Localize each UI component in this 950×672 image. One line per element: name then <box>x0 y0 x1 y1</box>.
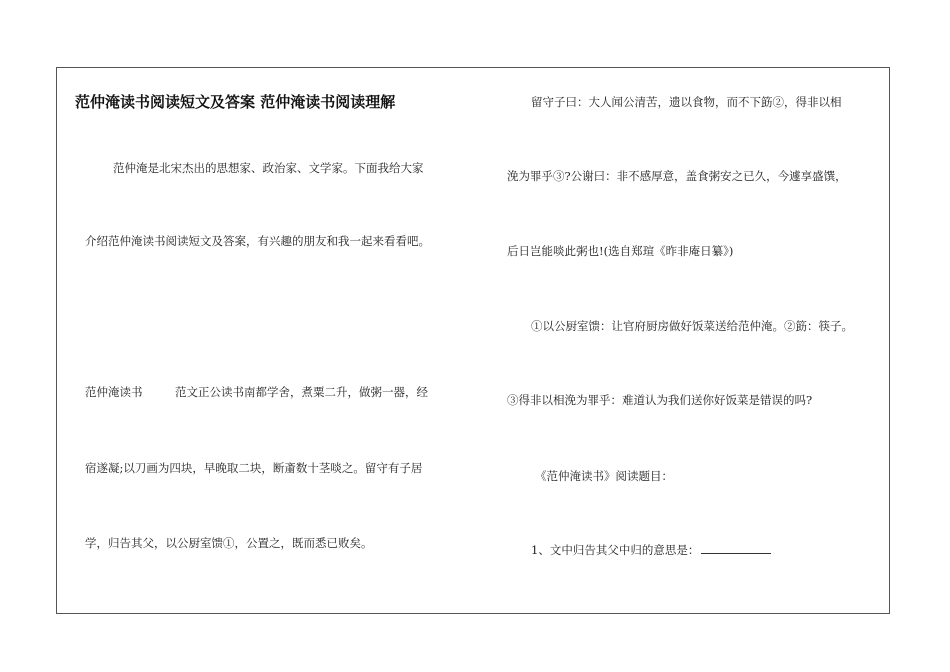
passage-line-5: 浼为罪乎③?公谢曰：非不感厚意，盖食粥安之已久，今遽享盛馔， <box>507 169 847 183</box>
document-frame <box>56 67 890 614</box>
intro-line-1: 范仲淹是北宋杰出的思想家、政治家、文学家。下面我给大家 <box>113 161 424 175</box>
annotation-note-1: ①以公厨室馈：让官府厨房做好饭菜送给范仲淹。②筯：筷子。 <box>531 319 853 333</box>
questions-heading: 《范仲淹读书》阅读题目： <box>535 469 673 483</box>
passage-line-3: 学，归告其父，以公厨室馈①，公置之，既而悉已败矣。 <box>85 536 373 550</box>
answer-blank <box>701 542 771 554</box>
intro-line-2: 介绍范仲淹读书阅读短文及答案，有兴趣的朋友和我一起来看看吧。 <box>85 234 430 248</box>
passage-line-1: 范文正公读书南都学舍，煮粟二升，做粥一器，经 <box>175 385 428 399</box>
question-1 <box>531 542 771 558</box>
passage-line-4: 留守子曰：大人闻公清苦，遗以食物，而不下筯②，得非以相 <box>531 95 842 109</box>
passage-line-6: 后日岂能啖此粥也!(选自郑瑄《昨非庵日纂》) <box>507 244 734 258</box>
annotation-note-2: ③得非以相浼为罪乎：难道认为我们送你好饭菜是错误的吗? <box>507 393 813 407</box>
passage-line-2: 宿遂凝;以刀画为四块，早晚取二块，断齑数十茎啖之。留守有子居 <box>85 461 423 475</box>
page-title: 范仲淹读书阅读短文及答案 范仲淹读书阅读理解 <box>75 93 396 111</box>
question-1-text: 1、文中归告其父中归的意思是： <box>531 543 700 557</box>
passage-title: 范仲淹读书 <box>85 385 143 399</box>
